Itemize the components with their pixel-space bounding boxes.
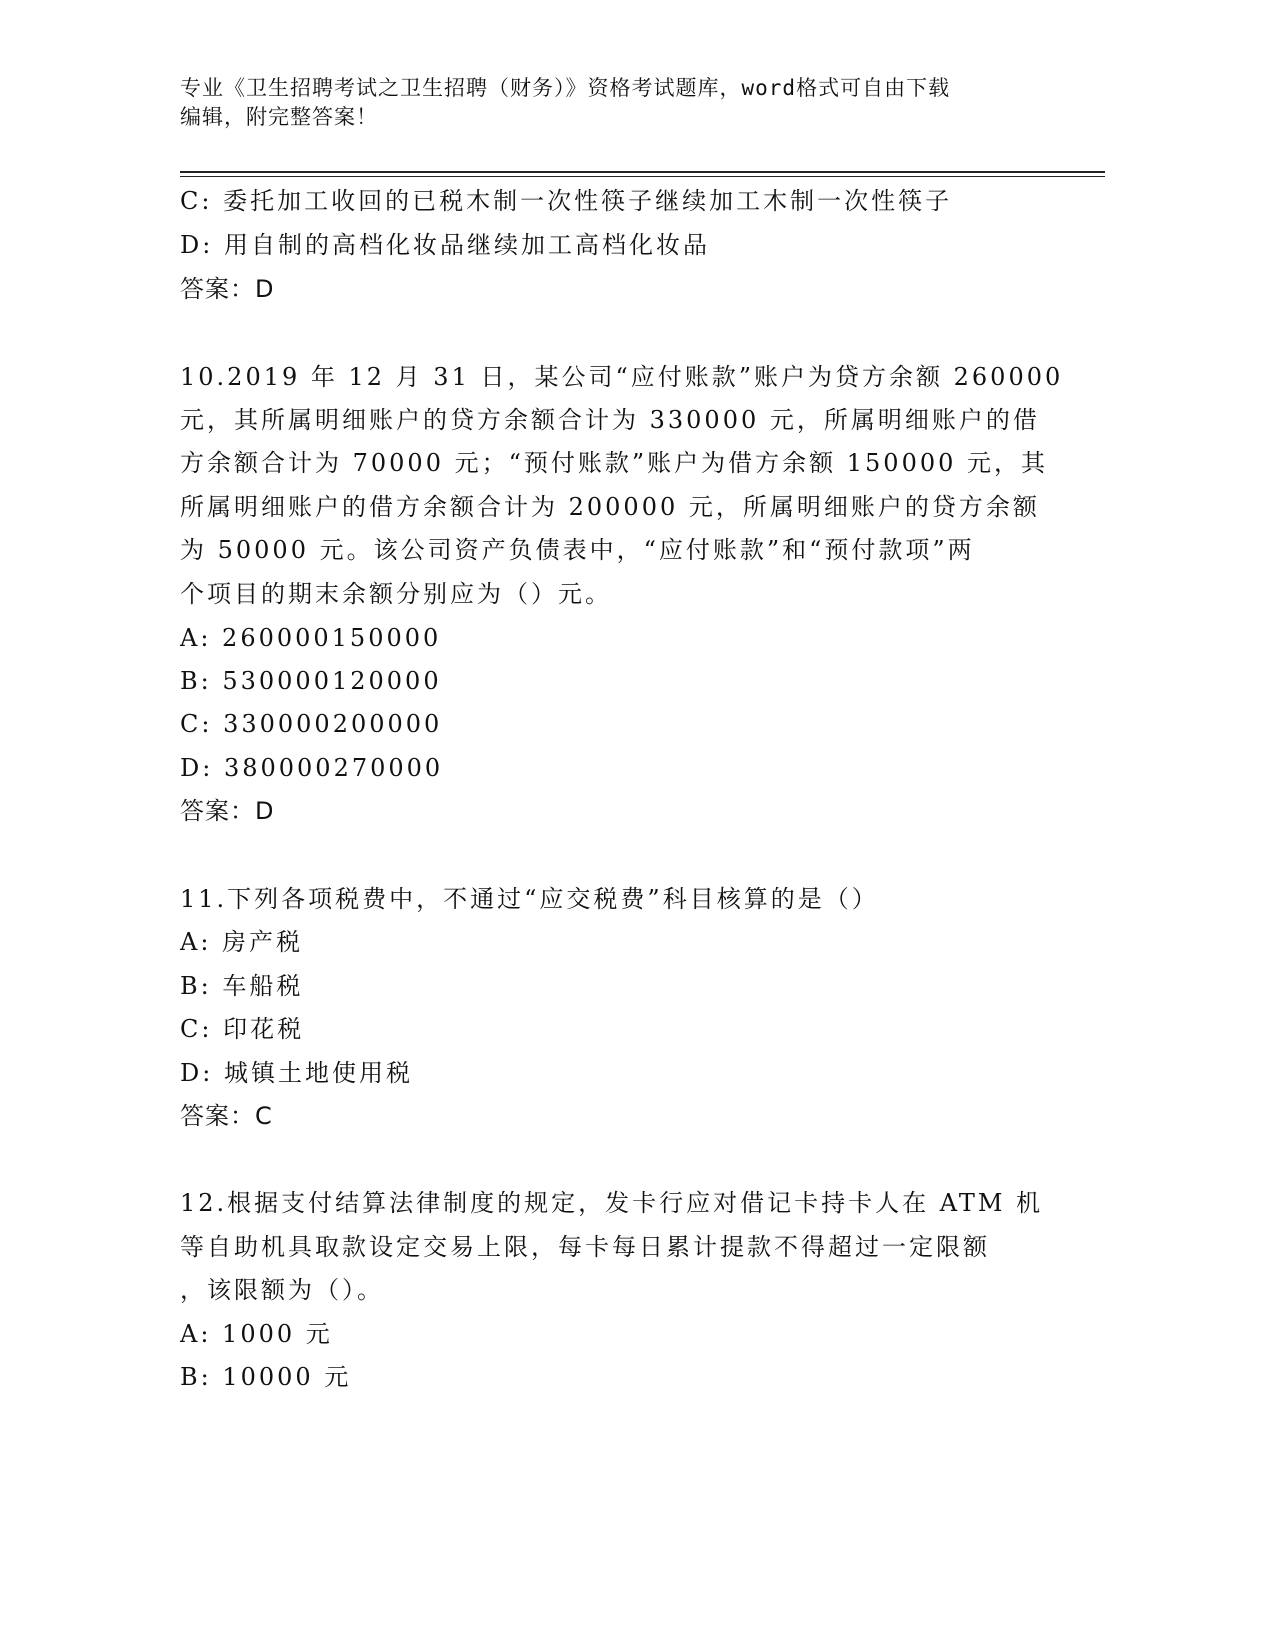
q11-stem: 11.下列各项税费中，不通过“应交税费”科目核算的是（）	[180, 885, 879, 913]
document-header	[180, 74, 1060, 132]
q10-stem-line-6: 个项目的期末余额分别应为（）元。	[180, 580, 612, 608]
header-line-2: 编辑，附完整答案！	[180, 105, 378, 129]
q10-stem-line-1: 10.2019 年 12 月 31 日，某公司“应付账款”账户为贷方余额 260000	[180, 363, 1064, 391]
q12-option-b: B: 10000 元	[180, 1363, 352, 1391]
q10-stem-line-5: 为 50000 元。该公司资产负债表中，“应付账款”和“预付款项”两	[180, 536, 975, 564]
q11-option-c: C: 印花税	[180, 1015, 305, 1043]
header-rule-thick	[180, 171, 1105, 173]
q10-option-d: D: 380000270000	[180, 754, 444, 782]
q12-option-a: A: 1000 元	[180, 1320, 333, 1348]
q9-answer: 答案：D	[180, 275, 275, 303]
header-line-1: 专业《卫生招聘考试之卫生招聘（财务）》资格考试题库，word格式可自由下载	[180, 76, 951, 100]
q11-answer: 答案：C	[180, 1102, 273, 1130]
q11-option-d: D: 城镇土地使用税	[180, 1059, 413, 1087]
q10-option-a: A: 260000150000	[180, 624, 442, 652]
q9-option-c: C: 委托加工收回的已税木制一次性筷子继续加工木制一次性筷子	[180, 187, 953, 215]
q10-option-b: B: 530000120000	[180, 667, 442, 695]
q10-answer: 答案：D	[180, 797, 275, 825]
q10-stem-line-2: 元，其所属明细账户的贷方余额合计为 330000 元，所属明细账户的借	[180, 406, 1040, 434]
q9-option-d: D: 用自制的高档化妆品继续加工高档化妆品	[180, 231, 710, 259]
q10-option-c: C: 330000200000	[180, 710, 443, 738]
q11-option-a: A: 房产税	[180, 928, 304, 956]
q12-stem-line-3: ，该限额为（）。	[180, 1276, 384, 1304]
q10-stem-line-4: 所属明细账户的借方余额合计为 200000 元，所属明细账户的贷方余额	[180, 493, 1040, 521]
q10-stem-line-3: 方余额合计为 70000 元；“预付账款”账户为借方余额 150000 元，其	[180, 449, 1049, 477]
q11-option-b: B: 车船税	[180, 972, 304, 1000]
q12-stem-line-1: 12.根据支付结算法律制度的规定，发卡行应对借记卡持卡人在 ATM 机	[180, 1189, 1044, 1217]
q12-stem-line-2: 等自助机具取款设定交易上限，每卡每日累计提款不得超过一定限额	[180, 1233, 990, 1261]
header-rule-thin	[180, 176, 1105, 177]
